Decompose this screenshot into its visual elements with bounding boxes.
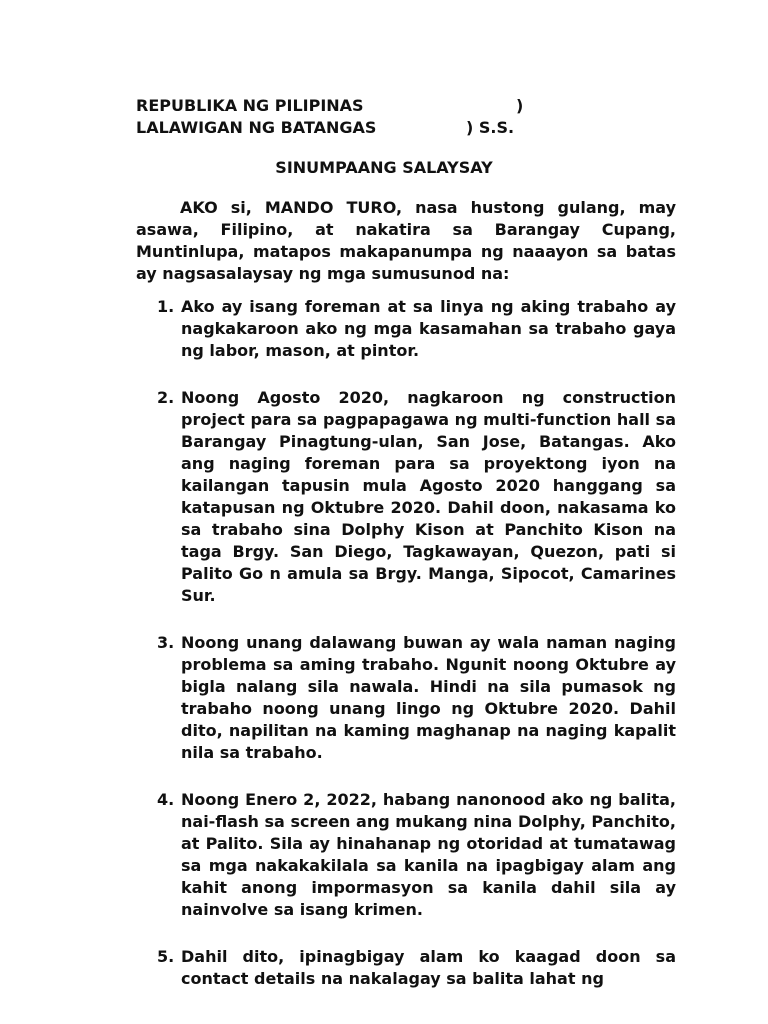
statement-text: Ako ay isang foreman at sa linya ng aking trabaho ay nagkakaroon ako ng mga kasamahan sa trabaho gaya ng labor, mason, at pintor. [181, 297, 676, 360]
statement-item-4 [136, 789, 676, 921]
statement-item-5 [136, 946, 676, 990]
venue-republic-line: REPUBLIKA NG PILIPINAS [136, 96, 364, 115]
venue-republic-paren: ) [516, 96, 524, 115]
statement-text: Noong Agosto 2020, nagkaroon ng construction project para sa pagpapagawa ng multi-function hall sa Barangay Pinagtung-ulan, San Jose, Batangas. Ako ang naging foreman para sa proyektong iyon na kailangan tapusin mula Agosto 2020 hanggang sa katapusan ng Oktubre 2020. Dahil doon, nakasama ko sa trabaho sina Dolphy Kison at Panchito Kison na taga Brgy. San Diego, Tagkawayan, Quezon, pati si Palito Go n amula sa Brgy. Manga, Sipocot, Camarines Sur. [181, 388, 676, 605]
statement-number: 3. [157, 633, 175, 652]
statement-list [136, 296, 676, 1015]
intro-paragraph: AKO si, MANDO TURO, nasa hustong gulang, may asawa, Filipino, at nakatira sa Barangay Cupang, Muntinlupa, matapos makapanumpa ng naaayon sa batas ay nagsasalaysay ng mga sumusunod na: [136, 198, 676, 283]
venue-province-suffix: ) S.S. [466, 118, 515, 137]
document-title: SINUMPAANG SALAYSAY [275, 158, 493, 177]
statement-text: Noong Enero 2, 2022, habang nanonood ako ng balita, nai-flash sa screen ang mukang nina Dolphy, Panchito, at Palito. Sila ay hinahanap ng otoridad at tumatawag sa mga nakakakilala sa kanila na ipagbigay alam ang kahit anong impormasyon sa kanila dahil sila ay nainvolve sa isang krimen. [181, 790, 676, 919]
statement-number: 5. [157, 947, 175, 966]
statement-text: Dahil dito, ipinagbigay alam ko kaagad doon sa contact details na nakalagay sa balita lahat ng [181, 947, 676, 988]
statement-text: Noong unang dalawang buwan ay wala naman naging problema sa aming trabaho. Ngunit noong Oktubre ay bigla nalang sila nawala. Hindi na sila pumasok ng trabaho noong unang lingo ng Oktubre 2020. Dahil dito, napilitan na kaming maghanap na naging kapalit nila sa trabaho. [181, 633, 676, 762]
statement-number: 1. [157, 297, 175, 316]
statement-item-3 [136, 632, 676, 764]
venue-province-line: LALAWIGAN NG BATANGAS [136, 118, 377, 137]
statement-number: 2. [157, 388, 175, 407]
statement-item-2 [136, 387, 676, 607]
statement-item-1 [136, 296, 676, 362]
statement-number: 4. [157, 790, 175, 809]
